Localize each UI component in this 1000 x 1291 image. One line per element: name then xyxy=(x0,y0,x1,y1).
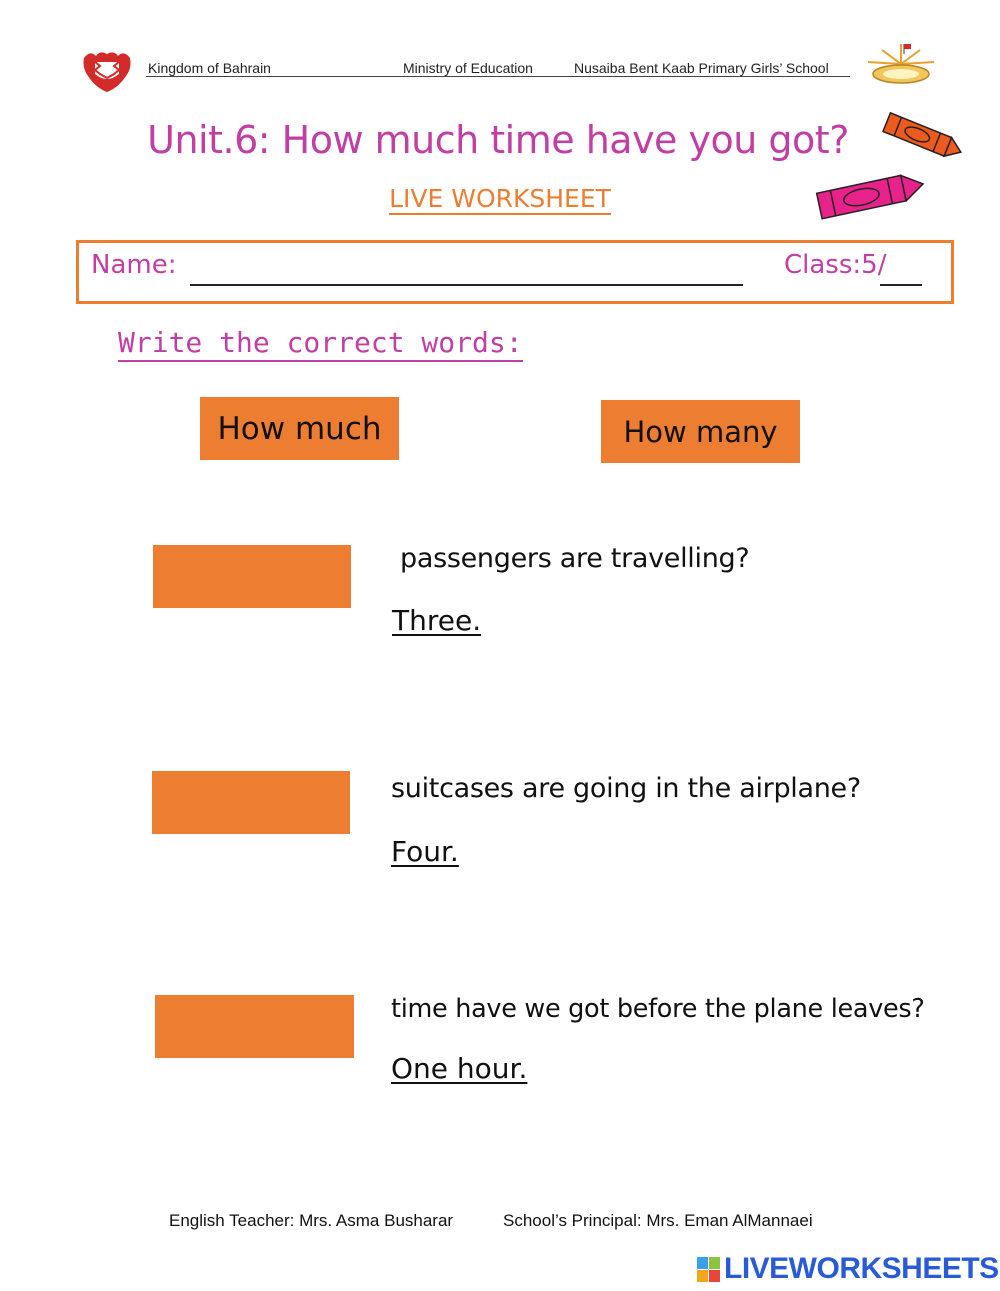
question-3-text: time have we got before the plane leaves? xyxy=(391,994,925,1024)
page-title: Unit.6: How much time have you got? xyxy=(147,118,849,162)
question-2-answer: Four. xyxy=(391,835,459,868)
question-2-text: suitcases are going in the airplane? xyxy=(391,773,861,804)
bahrain-emblem-icon xyxy=(80,48,134,94)
question-1-text: passengers are travelling? xyxy=(400,543,750,574)
word-option-how-many[interactable]: How many xyxy=(601,400,800,463)
class-field[interactable] xyxy=(880,284,922,286)
answer-drop-box-3[interactable] xyxy=(155,995,354,1058)
answer-drop-box-1[interactable] xyxy=(153,545,351,608)
name-label: Name: xyxy=(91,250,177,280)
header-underline xyxy=(146,76,850,77)
header-school: Nusaiba Bent Kaab Primary Girls’ School xyxy=(574,60,829,76)
header-ministry: Ministry of Education xyxy=(403,60,533,76)
page-subtitle: LIVE WORKSHEET xyxy=(389,184,611,213)
footer-teacher: English Teacher: Mrs. Asma Busharar xyxy=(169,1211,454,1230)
class-label: Class:5/ xyxy=(784,250,887,280)
liveworksheets-logo-icon xyxy=(697,1257,721,1283)
instruction: Write the correct words: xyxy=(118,326,523,362)
question-1-answer: Three. xyxy=(392,604,482,637)
liveworksheets-brand: LIVEWORKSHEETS xyxy=(724,1252,999,1285)
question-3-answer: One hour. xyxy=(391,1052,528,1085)
footer-principal: School’s Principal: Mrs. Eman AlMannaei xyxy=(503,1211,813,1230)
name-field[interactable] xyxy=(190,284,743,286)
header-country: Kingdom of Bahrain xyxy=(148,60,271,76)
school-logo-icon xyxy=(858,40,944,84)
word-option-how-much[interactable]: How much xyxy=(200,397,399,460)
answer-drop-box-2[interactable] xyxy=(152,771,350,834)
